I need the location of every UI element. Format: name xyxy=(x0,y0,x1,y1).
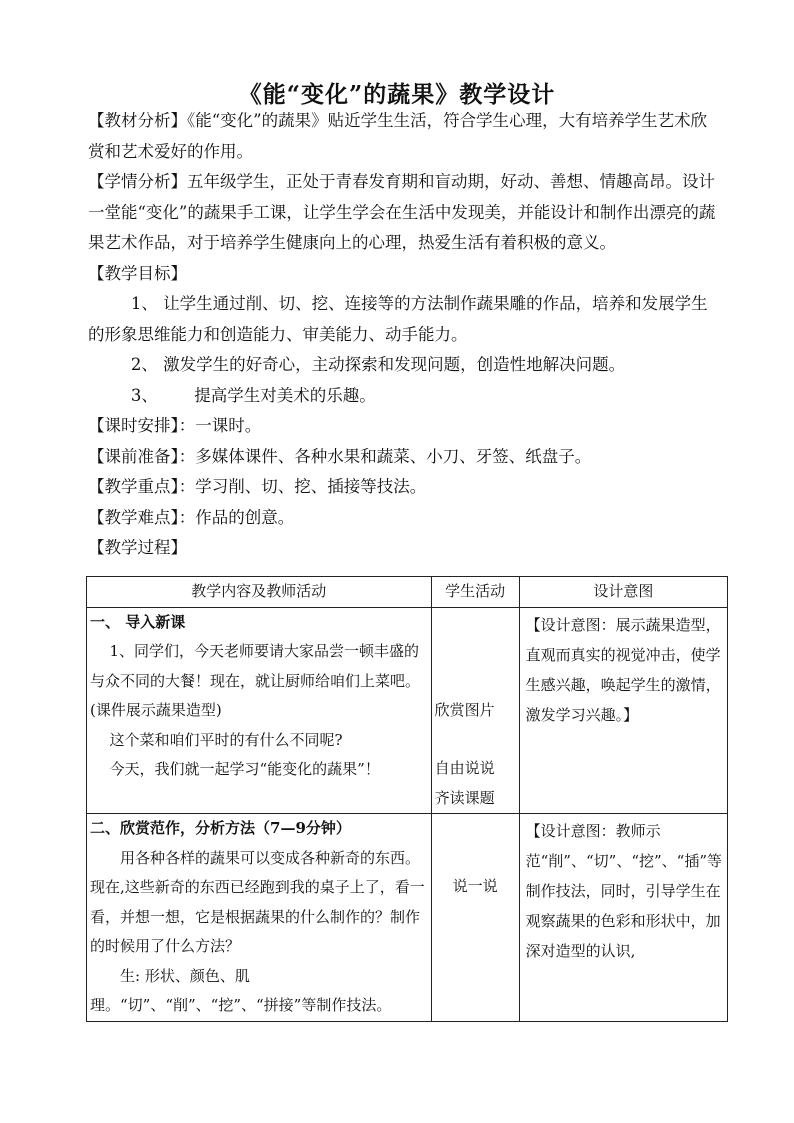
students-label: 【学情分析】 xyxy=(88,172,187,191)
teacher-activity-cell xyxy=(87,607,432,814)
key-points xyxy=(88,472,722,503)
row-paragraph: 今天，我们就一起学习“能变化的蔬果”！ xyxy=(109,760,380,778)
materials-analysis xyxy=(88,106,722,167)
document-body xyxy=(88,106,722,564)
lesson-process-table xyxy=(86,576,728,1022)
prep-label: 【课前准备】 xyxy=(88,446,179,466)
goal-3-text: 提高学生对美术的乐趣。 xyxy=(194,385,376,405)
schedule-text: ：一课时。 xyxy=(178,416,262,435)
row-heading: 二、欣赏范作，分析方法（7—9分钟） xyxy=(90,819,351,837)
row-paragraph: 1、同学们，今天老师要请大家品尝一顿丰盛的与众不同的大餐！现在，就让厨师给咱们上菜吧。(课件展示蔬果造型) xyxy=(90,642,421,719)
goal-3 xyxy=(88,381,722,412)
goal-2: 2、 激发学生的好奇心，主动探索和发现问题，创造性地解决问题。 xyxy=(130,355,626,374)
prep-text: ：多媒体课件、各种水果和蔬菜、小刀、牙签、纸盘子。 xyxy=(178,446,592,466)
student-activity-cell xyxy=(431,607,519,814)
process-heading: 【教学过程】 xyxy=(88,538,187,557)
student-activity-cell xyxy=(431,814,519,1022)
row-paragraph: 这个菜和咱们平时的有什么不同呢? xyxy=(109,730,343,749)
difficulty-text: ：作品的创意。 xyxy=(178,507,295,527)
student-activity-item: 齐读课题 xyxy=(434,788,495,807)
key-label: 【教学重点】 xyxy=(88,477,179,496)
header-design-intent: 设计意图 xyxy=(519,577,727,608)
row-paragraph: 生: 形状、颜色、肌理。“切”、“削”、“挖”、“拼接”等制作技法。 xyxy=(90,966,392,1014)
table-row xyxy=(87,814,728,1022)
row-paragraph: 用各种各样的蔬果可以变成各种新奇的东西。现在,这些新奇的东西已经跑到我的桌子上了，看一看，并想一想，它是根据蔬果的什么制作的？制作的时候用了什么方法？ xyxy=(90,848,425,955)
student-activity-item: 欣赏图片 xyxy=(434,700,495,719)
design-intent-cell: 【设计意图：教师示范“削”、“切”、“挖”、“插”等制作技法，同时，引导学生在观察蔬果的色彩和形状中，加深对造型的认识, xyxy=(519,814,727,1022)
row-heading: 一、 导入新课 xyxy=(90,612,186,631)
teacher-activity-cell xyxy=(87,814,432,1022)
difficulties xyxy=(88,503,722,534)
table-row xyxy=(87,607,728,814)
goal-1: 1、 让学生通过削、切、挖、连接等的方法制作蔬果雕的作品，培养和发展学生的形象思维能力和创造能力、审美能力、动手能力。 xyxy=(88,294,708,344)
student-activity-item: 说一说 xyxy=(452,877,498,895)
students-analysis xyxy=(88,167,722,259)
goal-3-number: 3、 xyxy=(130,385,158,405)
materials-label: 【教材分析】 xyxy=(88,111,187,130)
design-intent-cell: 【设计意图：展示蔬果造型，直观而真实的视觉冲击，使学生感兴趣，唤起学生的激情，激发学习兴趣。】 xyxy=(519,607,727,814)
materials-text: 《能“变化”的蔬果》贴近学生生活，符合学生心理，大有培养学生艺术欣赏和艺术爱好的作用。 xyxy=(88,111,708,161)
header-teacher-activity: 教学内容及教师活动 xyxy=(87,577,432,608)
schedule-label: 【课时安排】 xyxy=(88,416,179,435)
key-text: ：学习削、切、挖、插接等技法。 xyxy=(178,477,427,496)
preparation xyxy=(88,442,722,473)
students-text: 五年级学生，正处于青春发育期和盲动期，好动、善想、情趣高昂。设计一堂能“变化”的蔬果手工课，让学生学会在生活中发现美，并能设计和制作出漂亮的蔬果艺术作品，对于培养学生健康向上的心理，热爱生活有着积极的意义。 xyxy=(88,172,716,252)
schedule xyxy=(88,411,722,442)
student-activity-item: 自由说说 xyxy=(434,759,495,777)
document-title: 《能“变化”的蔬果》教学设计 xyxy=(238,81,556,108)
difficulty-label: 【教学难点】 xyxy=(88,507,179,527)
table-header-row xyxy=(87,577,728,608)
goals-heading: 【教学目标】 xyxy=(88,263,187,283)
header-student-activity: 学生活动 xyxy=(431,577,519,608)
